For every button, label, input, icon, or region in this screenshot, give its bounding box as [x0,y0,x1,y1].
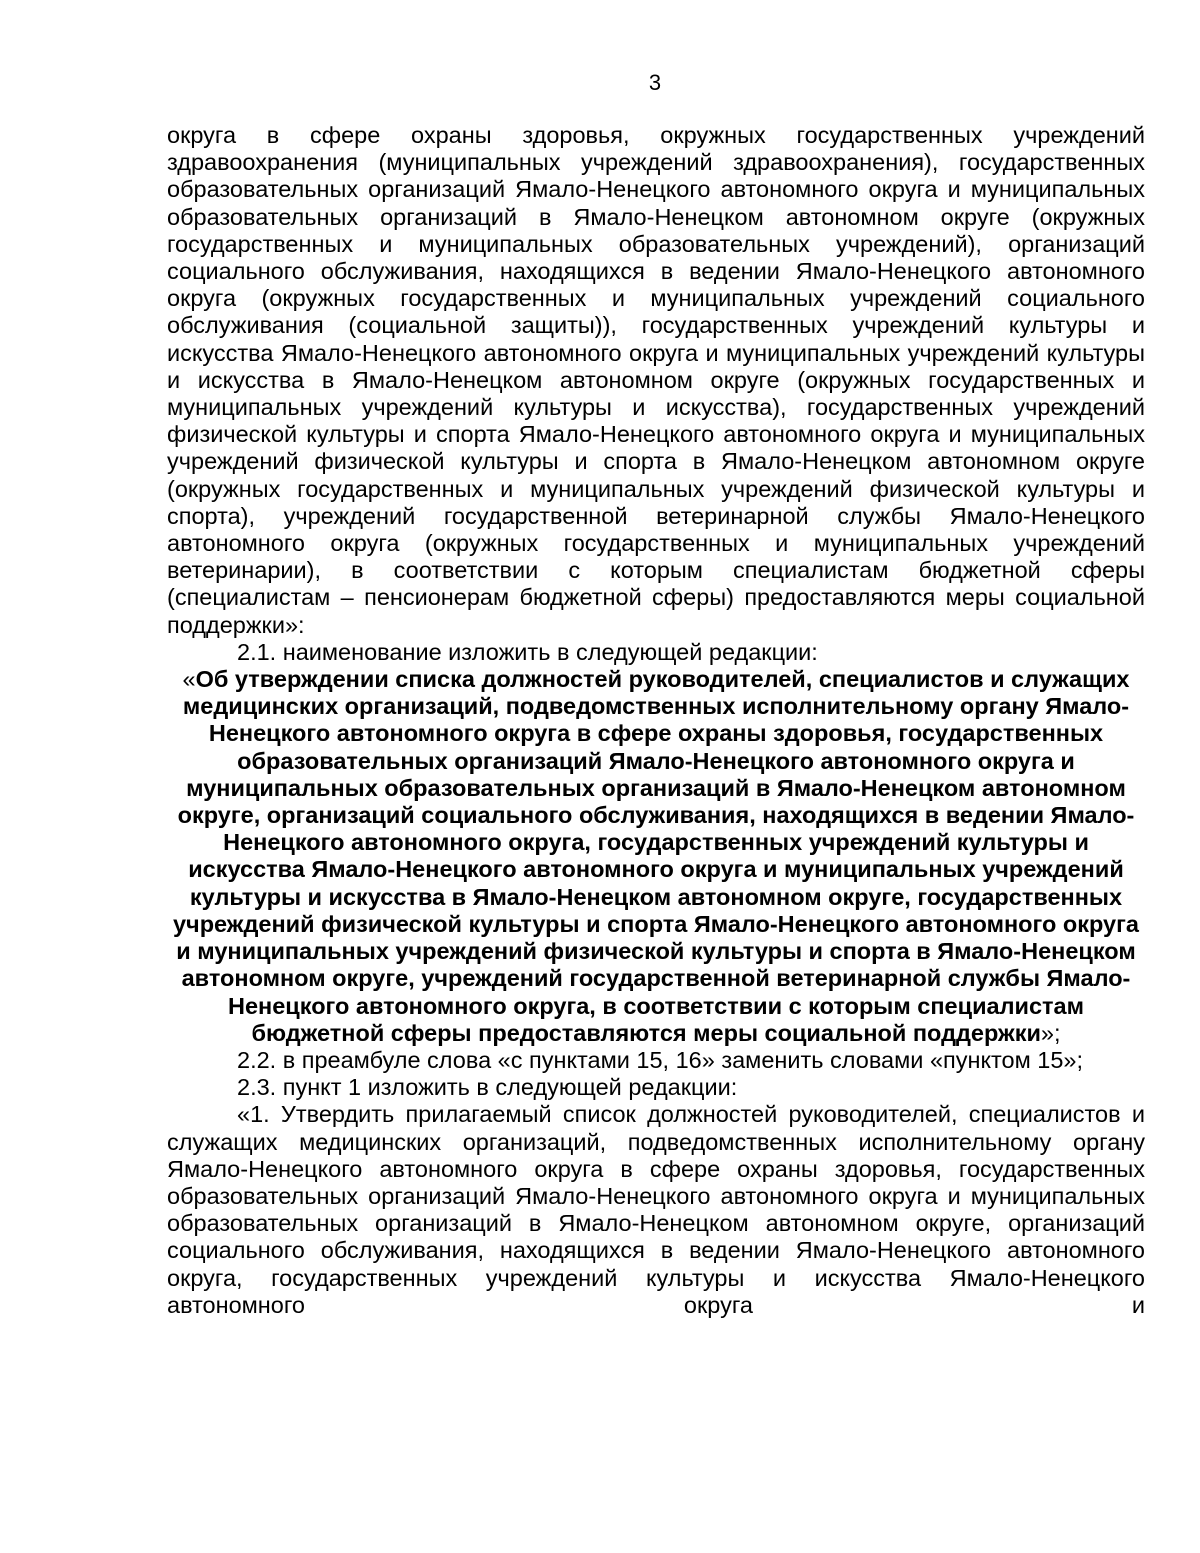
page-number: 3 [648,70,662,95]
item-2-2: 2.2. в преамбуле слова «с пунктами 15, 16» заменить словами «пунктом 15»; [237,1046,1083,1073]
resolution-title [167,666,1145,1047]
item-2-1: 2.1. наименование изложить в следующей редакции: [237,638,818,665]
paragraph-continuation: округа в сфере охраны здоровья, окружных государственных учреждений здравоохранения (муниципальных учреждений здравоохранения), государственных образовательных организаций Ямало-Ненецкого автономного округа и муниципальных образовательных организаций в Ямало-Ненецком автономном округе (окружных государственных и муниципальных образовательных учреждений), организаций социального обслуживания, находящихся в ведении Ямало-Ненецкого автономного округа (окружных государственных и муниципальных учреждений социального обслуживания (социальной защиты)), государственных учреждений культуры и искусства Ямало-Ненецкого автономного округа и муниципальных учреждений культуры и искусства в Ямало-Ненецком автономном округе (окружных государственных и муниципальных учреждений культуры и искусства), государственных учреждений физической культуры и спорта Ямало-Ненецкого автономного округа и муниципальных учреждений физической культуры и спорта в Ямало-Ненецком автономном округе (окружных государственных и муниципальных учреждений физической культуры и спорта), учреждений государственной ветеринарной службы Ямало-Ненецкого автономного округа (окружных государственных и муниципальных учреждений ветеринарии), в соответствии с которым специалистам бюджетной сферы (специалистам – пенсионерам бюджетной сферы) предоставляются меры социальной поддержки»: [167,122,1145,638]
title-open-quote: « [182,666,196,693]
title-close-quote: »; [1040,1019,1061,1046]
item-1-text: «1. Утвердить прилагаемый список должностей руководителей, специалистов и служащих медицинских организаций, подведомственных исполнительному органу Ямало-Ненецкого автономного округа в сфере охраны здоровья, государственных образовательных организаций Ямало-Ненецкого автономного округа и муниципальных образовательных организаций в Ямало-Ненецком автономном округе, организаций социального обслуживания, находящихся в ведении Ямало-Ненецкого автономного округа, государственных учреждений культуры и искусства Ямало-Ненецкого автономного округа и [167,1101,1145,1318]
document-body [167,122,1145,1319]
item-2-3: 2.3. пункт 1 изложить в следующей редакции: [237,1074,738,1101]
title-text: Об утверждении списка должностей руководителей, специалистов и служащих медицинских организаций, подведомственных исполнительному органу Ямало-Ненецкого автономного округа в сфере охраны здоровья, государственных образовательных организаций Ямало-Ненецкого автономного округа и муниципальных образовательных организаций в Ямало-Ненецком автономном округе, организаций социального обслуживания, находящихся в ведении Ямало-Ненецкого автономного округа, государственных учреждений культуры и искусства Ямало-Ненецкого автономного округа и муниципальных учреждений культуры и искусства в Ямало-Ненецком автономном округе, государственных учреждений физической культуры и спорта Ямало-Ненецкого автономного округа и муниципальных учреждений физической культуры и спорта в Ямало-Ненецком автономном округе, учреждений государственной ветеринарной службы Ямало-Ненецкого автономного округа, в соответствии с которым специалистам бюджетной сферы предоставляются меры социальной поддержки [172,666,1139,1046]
